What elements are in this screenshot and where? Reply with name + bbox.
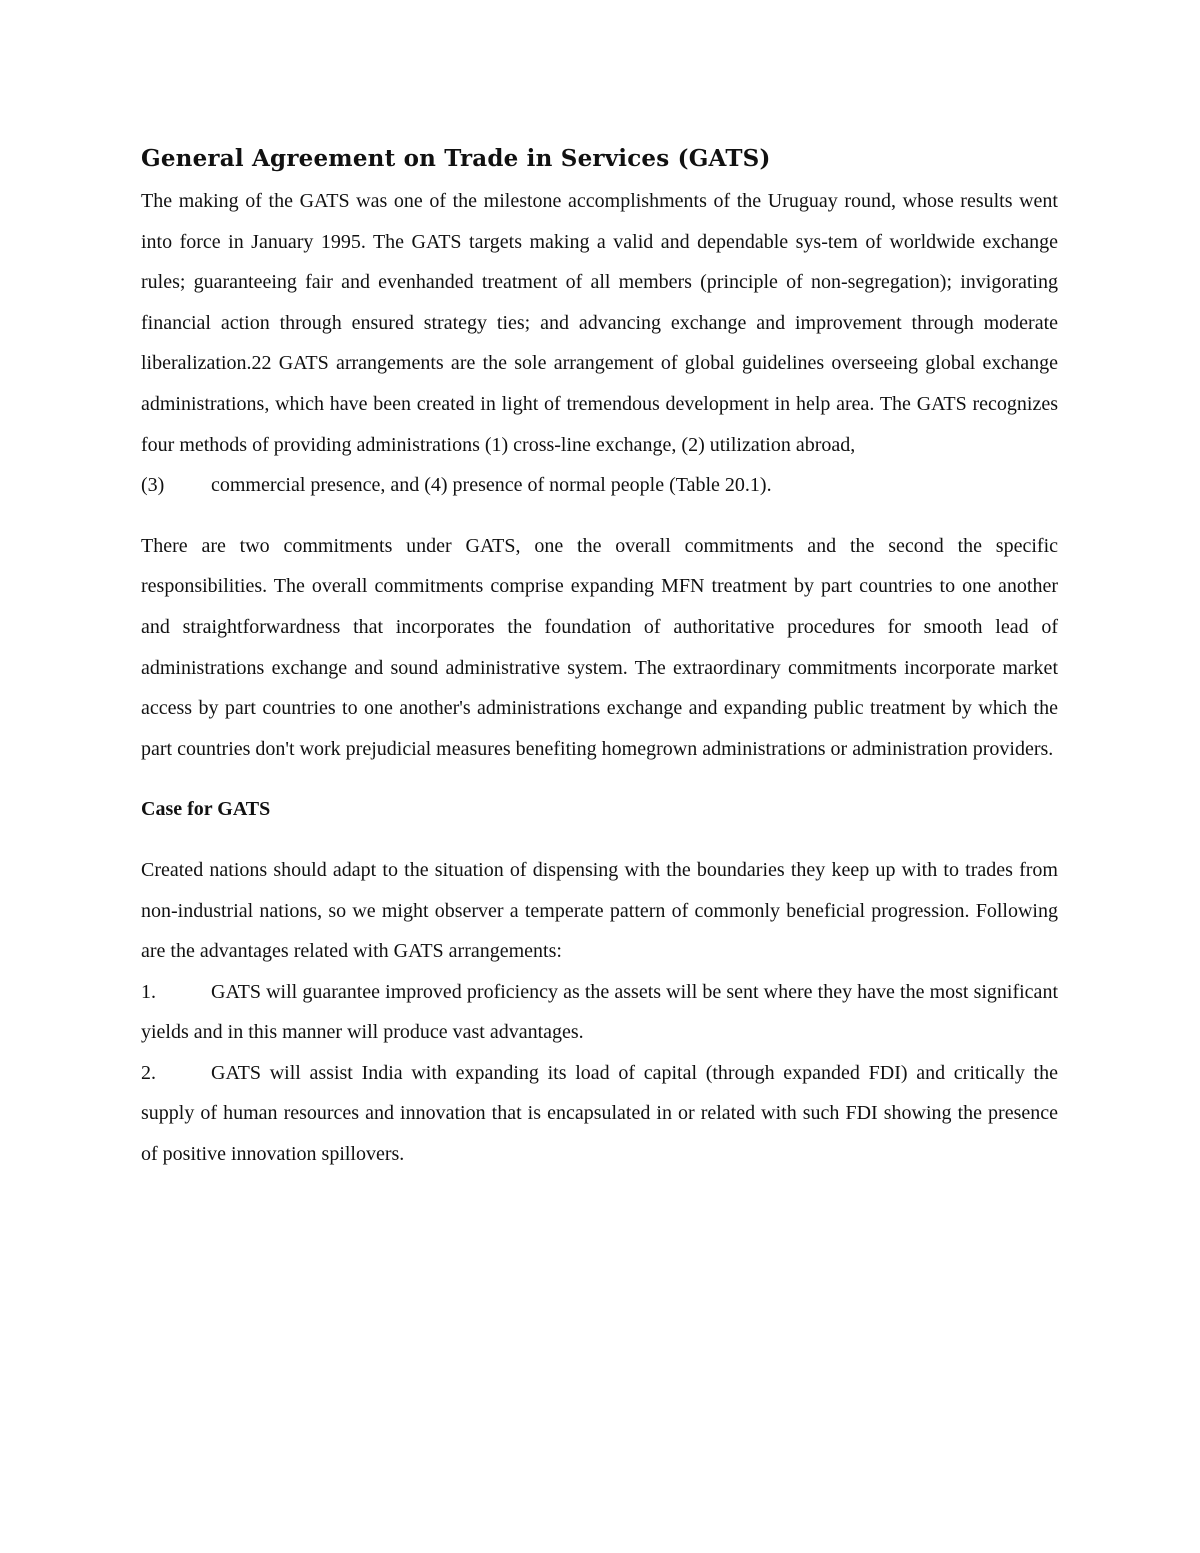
advantage-list-item	[141, 972, 1058, 1053]
document-title: General Agreement on Trade in Services (GATS)	[141, 145, 771, 172]
advantage-list-item	[141, 1053, 1058, 1175]
list-item-number: 1.	[141, 980, 156, 1003]
case-paragraph: Created nations should adapt to the situation of dispensing with the boundaries they keep up with to trades from non-industrial nations, so we might observer a temperate pattern of commonly beneficial progression. Following are the advantages related with GATS arrangements:	[141, 858, 1058, 963]
list-item-number: (3)	[141, 474, 165, 497]
intro-paragraph: The making of the GATS was one of the milestone accomplishments of the Uruguay round, whose results went into force in January 1995. The GATS targets making a valid and dependable sys-tem of worldwide exchange rules; guaranteeing fair and evenhanded treatment of all members (principle of non-segregation); invigorating financial action through ensured strategy ties; and advancing exchange and improvement through moderate liberalization.22 GATS arrangements are the sole arrangement of global guidelines overseeing global exchange administrations, which have been created in light of tremendous development in help area. The GATS recognizes four methods of providing administrations (1) cross-line exchange, (2) utilization abroad,	[141, 190, 1058, 456]
commitments-paragraph: There are two commitments under GATS, one the overall commitments and the second the specific responsibilities. The overall commitments comprise expanding MFN treatment by part countries to one another and straightforwardness that incorporates the foundation of authoritative procedures for smooth lead of administrations exchange and sound administrative system. The extraordinary commitments incorporate market access by part countries to one another's administrations exchange and expanding public treatment by which the part countries don't work prejudicial measures benefiting homegrown administrations or administration providers.	[141, 534, 1058, 760]
list-item-text: GATS will assist India with expanding its load of capital (through expanded FDI) and critically the supply of human resources and innovation that is encapsulated in or related with such FDI showing the presence of positive innovation spillovers.	[141, 1061, 1058, 1166]
list-item-text: commercial presence, and (4) presence of normal people (Table 20.1).	[211, 474, 772, 497]
modes-list-item	[141, 465, 1058, 506]
list-item-number: 2.	[141, 1061, 156, 1084]
document-body	[141, 140, 1058, 1175]
section-heading: Case for GATS	[141, 798, 271, 821]
list-item-text: GATS will guarantee improved proficiency as the assets will be sent where they have the most significant yields and in this manner will produce vast advantages.	[141, 980, 1058, 1044]
